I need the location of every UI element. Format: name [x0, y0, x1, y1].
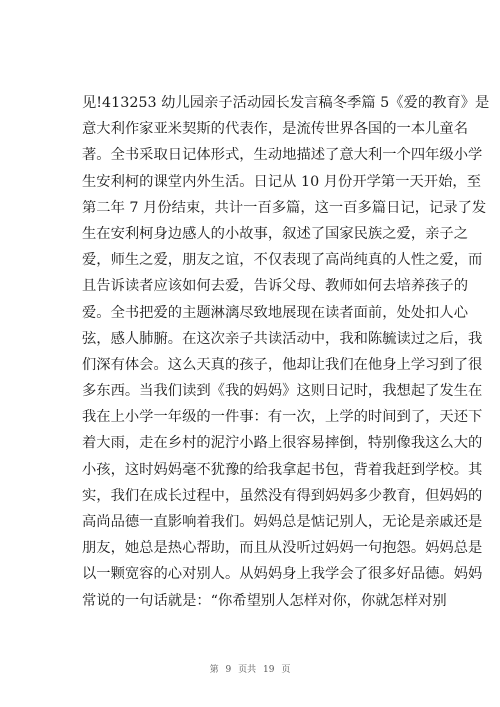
text-line: 常说的一句话就是：“你希望别人怎样对你，你就怎样对别	[82, 592, 447, 609]
text-line: 见!413253 幼儿园亲子活动园长发言稿冬季篇 5《爱的教育》是	[82, 95, 490, 111]
text-line: 实，我们在成长过程中，虽然没有得到妈妈多少教育，但妈妈的	[82, 487, 483, 504]
text-line: 们深有体会。这么天真的孩子，他却让我们在他身上学习到了很	[82, 356, 483, 373]
text-line: 着大雨，走在乡村的泥泞小路上很容易摔倒，特别像我这么大的	[82, 435, 483, 452]
text-line: 多东西。当我们读到《我的妈妈》这则日记时，我想起了发生在	[82, 383, 483, 400]
text-line: 朋友，她总是热心帮助，而且从没听过妈妈一句抱怨。妈妈总是	[82, 540, 483, 557]
page-number: 9	[225, 665, 232, 675]
page-total: 19	[263, 665, 275, 675]
page-footer	[0, 662, 500, 675]
text-line: 我在上小学一年级的一件事：有一次，上学的时间到了，天还下	[82, 409, 483, 426]
text-line: 以一颗宽容的心对别人。从妈妈身上我学会了很多好品德。妈妈	[82, 566, 483, 583]
footer-suffix: 页	[281, 665, 291, 675]
text-line: 且告诉读者应该如何去爱，告诉父母、教师如何去培养孩子的	[82, 278, 469, 295]
footer-prefix: 第	[209, 665, 219, 675]
text-line: 意大利作家亚米契斯的代表作，是流传世界各国的一本儿童名	[82, 121, 469, 138]
footer-middle: 页共	[238, 665, 257, 675]
text-line: 第二年 7 月份结束，共计一百多篇，这一百多篇日记，记录了发	[82, 199, 487, 216]
body-text	[82, 90, 490, 614]
text-line: 弦，感人肺腑。在这次亲子共读活动中，我和陈毓读过之后，我	[82, 330, 483, 347]
text-line: 生安利柯的课堂内外生活。日记从 10 月份开学第一天开始，至	[82, 173, 481, 190]
text-line: 爱，师生之爱，朋友之谊，不仅表现了高尚纯真的人性之爱，而	[82, 252, 483, 269]
text-line: 高尚品德一直影响着我们。妈妈总是惦记别人，无论是亲戚还是	[82, 514, 483, 530]
text-line: 小孩，这时妈妈毫不犹豫的给我拿起书包，背着我赶到学校。其	[82, 461, 483, 478]
text-line: 著。全书采取日记体形式，生动地描述了意大利一个四年级小学	[82, 147, 483, 164]
text-line: 爱。全书把爱的主题淋漓尽致地展现在读者面前，处处扣人心	[82, 304, 469, 321]
text-line: 生在安利柯身边感人的小故事，叙述了国家民族之爱，亲子之	[82, 225, 469, 242]
